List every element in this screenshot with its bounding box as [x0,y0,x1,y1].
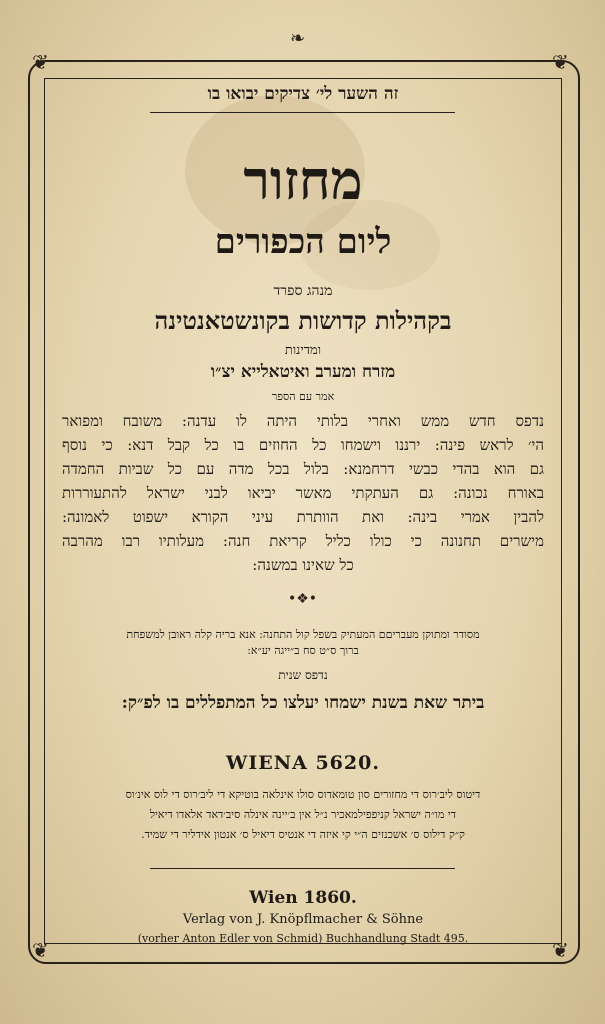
section-ornament-icon: •❖• [288,591,318,607]
publisher-says-line: אמר עם הספר [271,390,335,403]
corner-ornament-icon: ❦ [552,938,569,962]
divider [150,868,455,869]
body-line: מישרים תחנונה כי כולו כליל קריאת חנה: מעלותיו רבו מהרבה [62,532,544,550]
page-title: מחזור [243,150,363,210]
communities-line: בקהילות קדושות בקונשטאנטינה [154,306,452,335]
year-line: ביתר שאת בשנת ישמחו יעלצו כל המתפללים בו לפ״ק: [121,693,485,713]
imprint-publisher: Verlag von J. Knöpflmacher & Söhne [182,912,424,927]
body-line: הי׳ לראש פינה: ירננו וישמחו כל החוזים בו כל קבל דנא: כי נוסף [62,436,544,454]
printed-year-label: נדפס שנית [278,668,328,682]
body-line: גם הוא בהדי כבשי דרחמנא: בלול בכל מדה עם כל שביות החמדה [62,460,544,478]
ladino-line: דיטוס ליב׳רוס די מחזורים סון טומאדוס סולו אינלאה בוטיקא די ליב׳רוס די לוס אינ׳וס [125,788,481,801]
header-line: זה השער לי׳ צדיקים יבואו בו [207,84,399,104]
and-countries-line: ומדינות [284,343,322,358]
divider [150,112,455,113]
editor-line: מסודר ומתוקן מעבריםם המעתיק בשפל קול התחנה: אנא בריה קלה ראובן למשפחת [126,628,480,641]
body-line: כל שאינו במשנה: [252,556,354,574]
corner-ornament-icon: ❦ [32,50,49,74]
top-flourish-icon: ❧ [290,28,306,49]
body-line: להבין אמרי בינה: ואת הוותרת עיני הקורא ישפוט לאמונה: [62,508,544,526]
page-subtitle: ליום הכפורים [214,222,392,262]
imprint-previous: (vorher Anton Edler von Schmid) Buchhandlung Stadt 495. [137,932,469,945]
corner-ornament-icon: ❦ [32,938,49,962]
ladino-line: די מו״ה ישראל קניפפילמאכיר נ״ל אין ב׳יינה אינלה סיב׳דאד אלאדו דיאיל [149,808,457,821]
ladino-line: ק״ק דילוס ס׳ אשכנזים ה״י קי איזה די אנטיס דיאיל ס׳ אנטון אידליר די שמיד. [141,828,465,841]
regions-line: מזרח ומערב ואיטאלייא יצ״ו [210,362,396,382]
corner-ornament-icon: ❦ [552,50,569,74]
body-line: באורח נכונה: גם העתקתי מאשר יביאו לבני ישראל להתעוררות [62,484,544,502]
wiena-line: WIENA 5620. [226,752,380,774]
rite-line: מנהג ספרד [273,283,333,299]
editor-line: ברוך ס״ט סח ב״ייגה יע״א: [247,644,359,657]
imprint-city-year: Wien 1860. [249,888,357,908]
body-line: נדפס חדש ממש ואחרי בלותי היתה לו עדנה: משובח ומפואר [62,412,544,430]
